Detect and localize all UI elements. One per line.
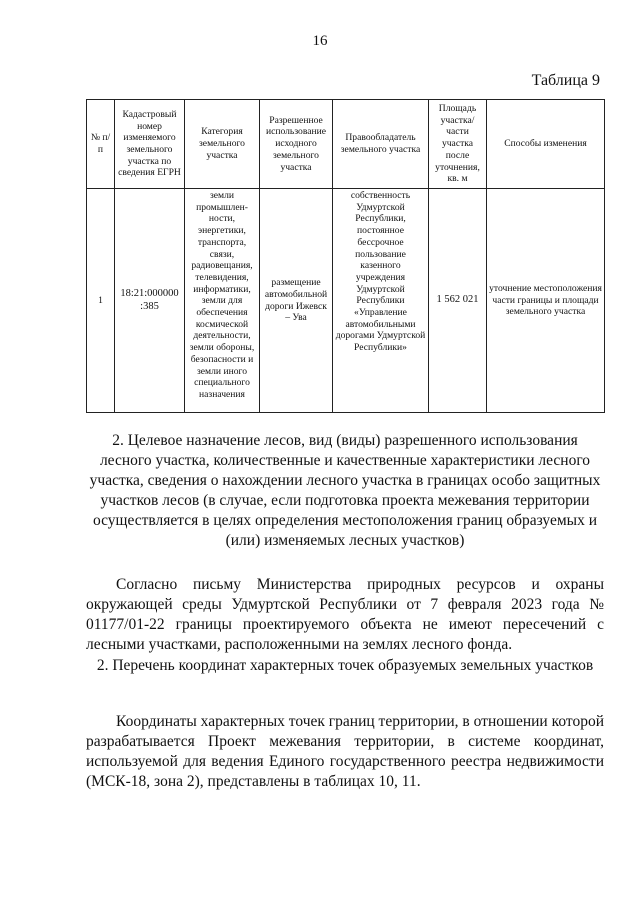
cell-number: 1 xyxy=(87,189,115,413)
cell-area: 1 562 021 xyxy=(429,189,487,413)
cell-permitted-use: размещение автомобильной дороги Ижевск – Ува xyxy=(260,189,333,413)
table-header-row xyxy=(87,100,605,189)
header-owner: Правообладатель земельного участка xyxy=(333,100,429,189)
header-number: № п/п xyxy=(87,100,115,189)
header-permitted-use: Разрешенное использование исходного земельного участка xyxy=(260,100,333,189)
table-row xyxy=(87,189,605,413)
page-number: 16 xyxy=(312,33,328,49)
header-cadastral-number: Кадастровый номер изменяемого земельного участка по сведения ЕГРН xyxy=(115,100,185,189)
coordinates-section-paragraph: Координаты характерных точек границ территории, в отношении которой разрабатывается Проект межевания территории, в системе координат, используемой для ведения Единого государственного реестра недвижимости (МСК-18, зона 2), представлены в таблицах 10, 11. xyxy=(86,713,604,790)
cell-owner: собственность Удмуртской Республики, постоянное бессрочное пользование казенного учреждения Удмуртской Республики «Управление автомобильными дорогами Удмуртской Республики» xyxy=(333,189,429,413)
header-area: Площадь участка/ части участка после уточнения, кв. м xyxy=(429,100,487,189)
header-land-category: Категория земельного участка xyxy=(185,100,260,189)
table-caption: Таблица 9 xyxy=(531,72,600,89)
forest-section-heading: 2. Целевое назначение лесов, вид (виды) разрешенного использования лесного участка, количественные и качественные характеристики лесного участка, сведения о нахождении лесного участка в границах особо защитных участков лесов (в случае, если подготовка проекта межевания территории осуществляется в целях определения местоположения границ образуемых и (или) изменяемых лесных участков) xyxy=(89,432,601,549)
coordinates-section-heading: 2. Перечень координат характерных точек образуемых земельных участков xyxy=(96,657,594,674)
forest-section-paragraph: Согласно письму Министерства природных ресурсов и охраны окружающей среды Удмуртской Республики от 7 февраля 2023 года № 01177/01-22 границы проектируемого объекта не имеют пересечений с лесными участками, расположенными на землях лесного фонда. xyxy=(86,576,604,653)
cell-change-method: уточнение местоположения части границы и площади земельного участка xyxy=(487,189,605,413)
header-change-method: Способы изменения xyxy=(487,100,605,189)
cell-cadastral-number: 18:21:000000 :385 xyxy=(115,189,185,413)
land-plot-table xyxy=(86,99,605,413)
cell-land-category: земли промышлен-ности, энергетики, транспорта, связи, радиовещания, телевидения, информатики, земли для обеспечения космической деятельности, земли обороны, безопасности и земли иного специального назначения xyxy=(185,189,260,413)
